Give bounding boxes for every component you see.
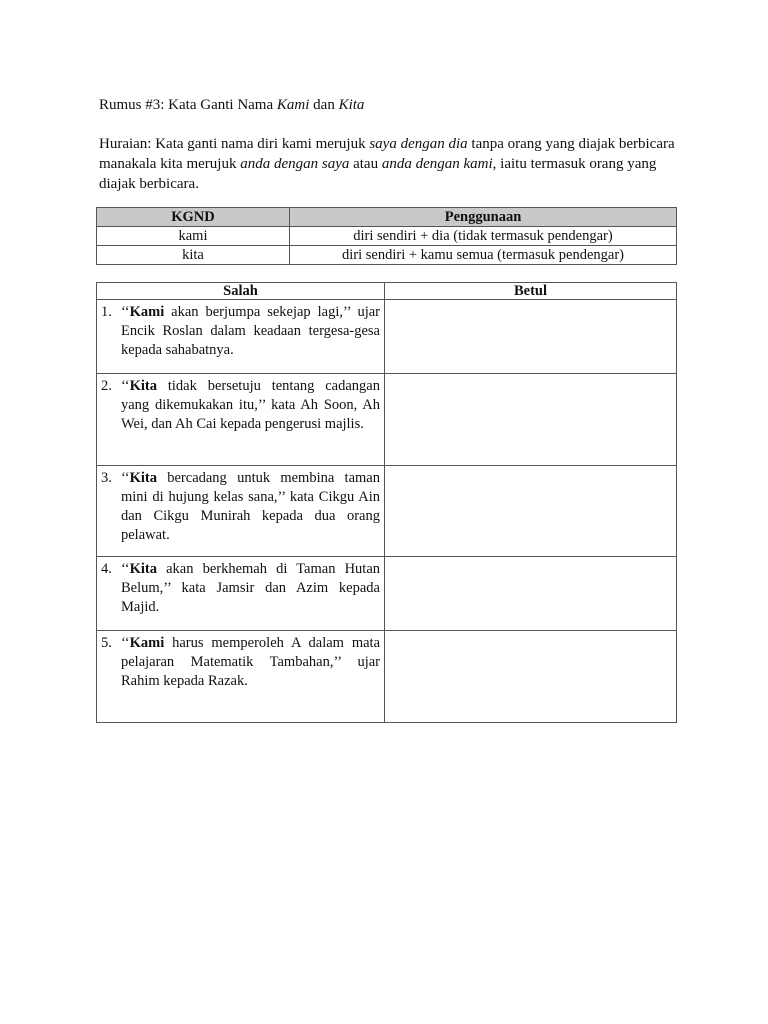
sentence-rest: tidak bersetuju tentang cadangan yang dikemukakan itu,’’ kata Ah Soon, Ah Wei, dan Ah Cai kepada pengerusi majlis. — [121, 378, 380, 432]
table-row — [97, 466, 677, 557]
title-kita: Kita — [338, 97, 365, 113]
pronoun: Kami — [129, 304, 165, 320]
table-row — [97, 227, 677, 246]
huraian-italic-2: anda dengan saya — [240, 156, 350, 172]
item-number: 3. — [101, 470, 112, 486]
salah-cell — [97, 557, 385, 631]
kgnd-cell: kami — [97, 227, 290, 246]
salah-cell — [97, 631, 385, 723]
salah-cell — [97, 374, 385, 466]
open-quote: ‘‘ — [121, 635, 130, 651]
betul-header: Betul — [385, 283, 677, 300]
betul-answer-cell[interactable] — [385, 300, 677, 374]
item-number: 5. — [101, 635, 112, 651]
penggunaan-cell: diri sendiri + kamu semua (termasuk pendengar) — [290, 246, 677, 265]
pronoun: Kita — [129, 470, 157, 486]
salah-cell — [97, 300, 385, 374]
item-number: 2. — [101, 378, 112, 394]
betul-answer-cell[interactable] — [385, 631, 677, 723]
item-sentence — [121, 469, 380, 545]
salah-cell — [97, 466, 385, 557]
exercise-table — [96, 282, 677, 723]
kgnd-cell: kita — [97, 246, 290, 265]
item-number: 4. — [101, 561, 112, 577]
pronoun: Kami — [129, 635, 165, 651]
huraian-italic-1: saya dengan dia — [369, 136, 468, 152]
kgnd-table — [96, 207, 677, 265]
sentence-rest: bercadang untuk membina taman mini di hujung kelas sana,’’ kata Cikgu Ain dan Cikgu Munirah kepada dua orang pelawat. — [121, 470, 380, 543]
item-sentence — [121, 377, 380, 434]
betul-answer-cell[interactable] — [385, 374, 677, 466]
huraian-paragraph — [99, 134, 679, 194]
huraian-italic-3: anda dengan kami — [381, 156, 493, 172]
table-row — [97, 557, 677, 631]
table-row — [97, 246, 677, 265]
title-mid: dan — [309, 97, 339, 113]
huraian-text-1: Huraian: Kata ganti nama diri kami merujuk — [99, 136, 370, 152]
open-quote: ‘‘ — [121, 561, 130, 577]
huraian-text-2: tanpa orang yang diajak berbicara manakala kita merujuk — [99, 136, 675, 172]
sentence-rest: akan berkhemah di Taman Hutan Belum,’’ kata Jamsir dan Azim kepada Majid. — [121, 561, 380, 615]
kgnd-header: KGND — [97, 208, 290, 227]
table-row — [97, 374, 677, 466]
open-quote: ‘‘ — [121, 470, 130, 486]
sentence-rest: harus memperoleh A dalam mata pelajaran Matematik Tambahan,’’ ujar Rahim kepada Razak. — [121, 635, 380, 689]
pronoun: Kita — [129, 378, 157, 394]
open-quote: ‘‘ — [121, 378, 130, 394]
title-kami: Kami — [276, 97, 310, 113]
huraian-text-4: , iaitu termasuk orang yang diajak berbicara. — [99, 156, 657, 192]
pronoun: Kita — [129, 561, 157, 577]
huraian-text-3: atau — [349, 156, 382, 172]
item-sentence — [121, 634, 380, 691]
table-row — [97, 631, 677, 723]
page-title — [99, 95, 364, 115]
sentence-rest: akan berjumpa sekejap lagi,’’ ujar Encik Roslan dalam keadaan tergesa-gesa kepada sahabatnya. — [121, 304, 380, 358]
title-prefix: Rumus #3: Kata Ganti Nama — [99, 97, 277, 113]
betul-answer-cell[interactable] — [385, 557, 677, 631]
item-sentence — [121, 560, 380, 617]
open-quote: ‘‘ — [121, 304, 130, 320]
kgnd-header-row — [97, 208, 677, 227]
penggunaan-header: Penggunaan — [290, 208, 677, 227]
table-row — [97, 300, 677, 374]
betul-answer-cell[interactable] — [385, 466, 677, 557]
penggunaan-cell: diri sendiri + dia (tidak termasuk pendengar) — [290, 227, 677, 246]
exercise-header-row — [97, 283, 677, 300]
salah-header: Salah — [97, 283, 385, 300]
item-sentence — [121, 303, 380, 360]
item-number: 1. — [101, 304, 112, 320]
